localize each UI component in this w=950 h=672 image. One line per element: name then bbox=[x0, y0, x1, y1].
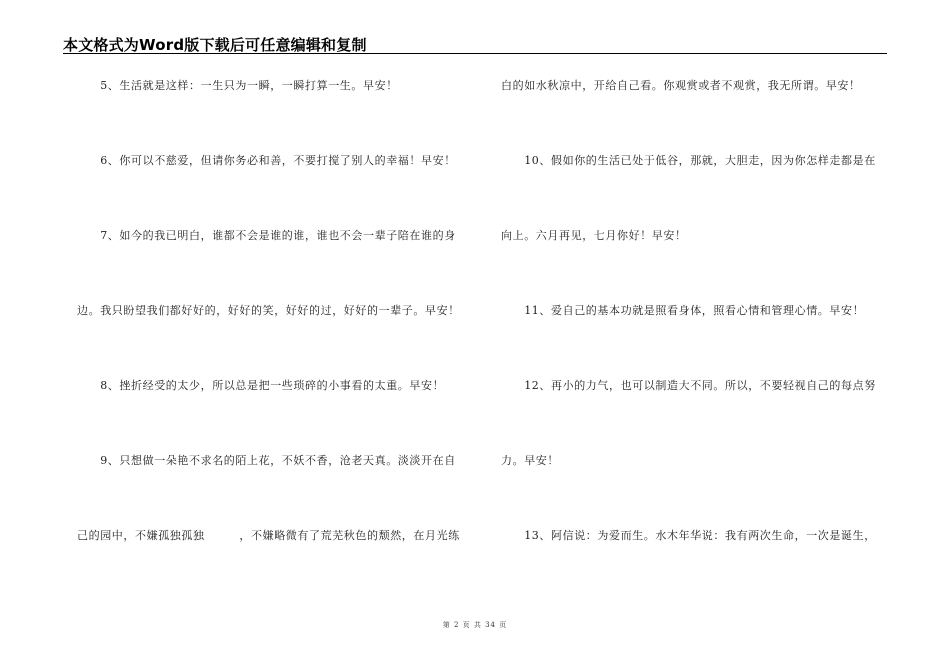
text-line: 向上。六月再见，七月你好！早安！ bbox=[501, 229, 687, 242]
text-line: 12、再小的力气，也可以制造大不同。所以，不要轻视自己的每点努 bbox=[501, 379, 876, 392]
page-number: 第 2 页 共 34 页 bbox=[442, 621, 508, 629]
text-line: 10、假如你的生活已处于低谷，那就，大胆走，因为你怎样走都是在 bbox=[501, 154, 876, 167]
header-divider bbox=[63, 53, 887, 54]
text-line: 白的如水秋凉中，开给自己看。你观赏或者不观赏，我无所谓。早安！ bbox=[501, 79, 861, 92]
text-line: 11、爱自己的基本功就是照看身体，照看心情和管理心情。早安！ bbox=[501, 304, 865, 317]
text-line: 7、如今的我已明白，谁都不会是谁的谁，谁也不会一辈子陪在谁的身 bbox=[77, 229, 456, 242]
text-line: 13、阿信说：为爱而生。水木年华说：我有两次生命，一次是诞生， bbox=[501, 529, 876, 542]
text-line: 边。我只盼望我们都好好的，好好的笑，好好的过，好好的一辈子。早安！ bbox=[77, 304, 460, 317]
document-header-title: 本文格式为Word版下载后可任意编辑和复制 bbox=[63, 36, 367, 54]
text-line: 力。早安！ bbox=[501, 454, 559, 467]
text-line: 6、你可以不慈爱，但请你务必和善，不要打搅了别人的幸福！早安！ bbox=[77, 154, 456, 167]
text-line: 8、挫折经受的太少，所以总是把一些琐碎的小事看的太重。早安！ bbox=[77, 379, 445, 392]
text-line: 5、生活就是这样：一生只为一瞬，一瞬打算一生。早安！ bbox=[77, 79, 398, 92]
text-line: 9、只想做一朵艳不求名的陌上花，不妖不香，沧老天真。淡淡开在自 bbox=[77, 454, 456, 467]
text-line: 己的园中，不嫌孤独孤独 ，不嫌略微有了荒芜秋色的颓然，在月光练 bbox=[77, 529, 460, 542]
